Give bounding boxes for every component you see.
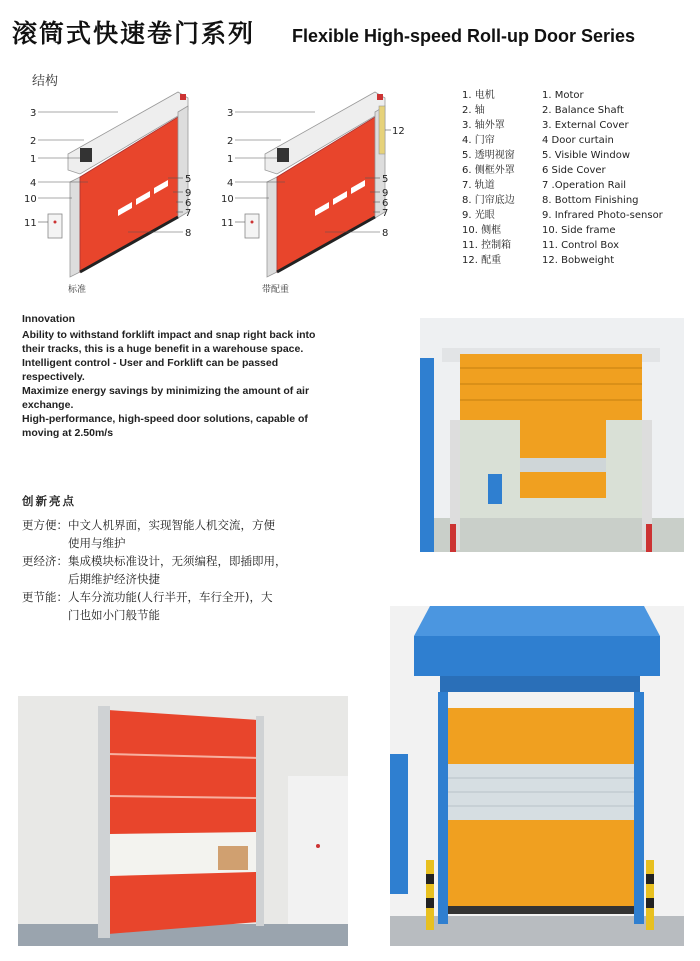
highlight-line: 后期维护经济快捷 — [68, 572, 160, 586]
legend-en: 12. Bobweight — [542, 255, 615, 266]
callout-3: 3 — [30, 108, 37, 119]
page-title-en: Flexible High-speed Roll-up Door Series — [292, 26, 636, 46]
innovation-line: their tracks, this is a huge benefit in a warehouse space. — [22, 343, 304, 355]
legend-cn: 6. 侧框外罩 — [462, 165, 515, 176]
caption-counterweight: 带配重 — [262, 285, 290, 295]
highlight-key: 更方便： — [22, 518, 68, 532]
legend-en: 9. Infrared Photo-sensor — [542, 210, 663, 221]
callout-8: 8 — [185, 228, 192, 239]
legend-cn: 2. 轴 — [462, 105, 485, 116]
svg-text:6: 6 — [382, 198, 389, 209]
callout-6: 6 — [185, 198, 192, 209]
page-title-cn: 滚筒式快速卷门系列 — [12, 19, 256, 48]
highlight-line: 集成模块标准设计，无须编程，即插即用， — [68, 554, 287, 568]
legend-row — [462, 178, 663, 193]
highlight-line: 使用与维护 — [68, 536, 126, 550]
svg-text:12: 12 — [392, 126, 405, 137]
legend-cn: 1. 电机 — [462, 90, 495, 101]
highlight-line: 门也如小门般节能 — [68, 608, 160, 622]
callout-1: 1 — [30, 154, 37, 165]
highlight-line: 中文人机界面，实现智能人机交流，方便 — [68, 518, 275, 532]
caption-standard: 标准 — [68, 285, 87, 295]
innovation-title: Innovation — [22, 313, 76, 325]
legend-row — [462, 238, 663, 253]
legend-cn: 5. 透明视窗 — [462, 150, 515, 161]
legend-cn: 7. 轨道 — [462, 180, 495, 191]
highlight-item — [22, 516, 372, 552]
legend-row — [462, 223, 663, 238]
callout-2: 2 — [30, 136, 37, 147]
legend-en: 8. Bottom Finishing — [542, 195, 639, 206]
highlights-title: 创新亮点 — [22, 494, 76, 508]
innovation-line: High-performance, high-speed door solutions, capable of — [22, 413, 308, 425]
legend-en: 3. External Cover — [542, 120, 629, 131]
structure-label: 结构 — [32, 74, 59, 89]
legend-en: 5. Visible Window — [542, 150, 630, 161]
svg-text:2: 2 — [227, 136, 234, 147]
legend-cn: 11. 控制箱 — [462, 240, 512, 251]
photo-warehouse-door — [420, 318, 684, 552]
callout-4: 4 — [30, 178, 37, 189]
legend-cn: 4. 门帘 — [462, 135, 495, 146]
legend-cn: 12. 配重 — [462, 255, 502, 266]
legend-en: 4 Door curtain — [542, 135, 614, 146]
highlight-item — [22, 552, 372, 588]
legend-row — [462, 163, 663, 178]
callout-9: 9 — [185, 188, 192, 199]
legend-row — [462, 88, 663, 103]
legend-row — [462, 133, 663, 148]
legend-en: 1. Motor — [542, 90, 584, 101]
parts-legend — [462, 88, 663, 268]
legend-en: 10. Side frame — [542, 225, 616, 236]
innovation-line: Ability to withstand forklift impact and snap right back into — [22, 329, 316, 341]
structure-diagram-standard — [24, 82, 208, 292]
innovation-line: Maximize energy savings by minimizing the amount of air — [22, 385, 310, 397]
highlight-key: 更经济： — [22, 554, 68, 568]
svg-text:4: 4 — [227, 178, 234, 189]
innovation-section — [22, 312, 372, 440]
svg-text:11: 11 — [221, 218, 234, 229]
legend-cn: 8. 门帘底边 — [462, 195, 515, 206]
innovation-line: Intelligent control - User and Forklift can be passed — [22, 357, 279, 369]
callout-5: 5 — [185, 174, 192, 185]
legend-row — [462, 193, 663, 208]
svg-text:10: 10 — [221, 194, 234, 205]
legend-en: 7 .Operation Rail — [542, 180, 627, 191]
svg-text:7: 7 — [382, 208, 389, 219]
structure-diagram-counterweight — [221, 82, 415, 292]
legend-row — [462, 118, 663, 133]
callout-10: 10 — [24, 194, 37, 205]
svg-text:9: 9 — [382, 188, 389, 199]
legend-row — [462, 148, 663, 163]
legend-en: 2. Balance Shaft — [542, 105, 624, 116]
legend-row — [462, 208, 663, 223]
svg-text:5: 5 — [382, 174, 389, 185]
highlights-section — [22, 492, 372, 624]
photo-blue-frame-door — [390, 606, 684, 946]
legend-row — [462, 103, 663, 118]
callout-7: 7 — [185, 208, 192, 219]
legend-cn: 3. 轴外罩 — [462, 120, 505, 131]
legend-cn: 9. 光眼 — [462, 210, 495, 221]
innovation-line: exchange. — [22, 399, 74, 411]
legend-cn: 10. 侧框 — [462, 225, 502, 236]
legend-row — [462, 253, 663, 268]
legend-en: 11. Control Box — [542, 240, 619, 251]
callout-11: 11 — [24, 218, 37, 229]
svg-text:3: 3 — [227, 108, 234, 119]
highlight-line: 人车分流功能(人行半开，车行全开)，大 — [68, 590, 273, 604]
highlight-item — [22, 588, 372, 624]
innovation-line: respectively. — [22, 371, 85, 383]
highlight-key: 更节能： — [22, 590, 68, 604]
legend-en: 6 Side Cover — [542, 165, 606, 176]
photo-red-door — [18, 696, 348, 946]
svg-text:1: 1 — [227, 154, 234, 165]
svg-text:8: 8 — [382, 228, 389, 239]
innovation-line: moving at 2.50m/s — [22, 427, 114, 439]
